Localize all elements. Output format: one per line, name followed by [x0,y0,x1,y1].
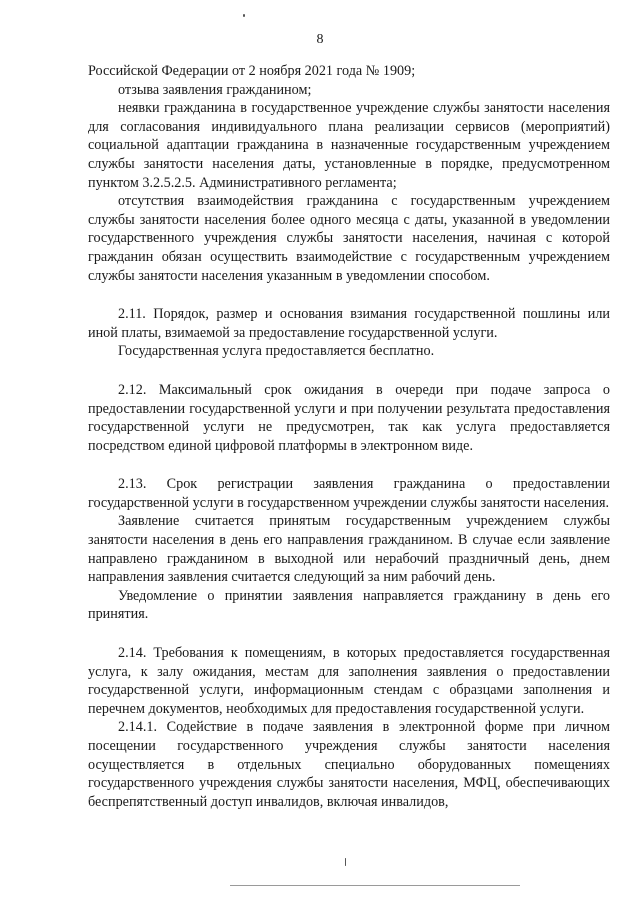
paragraph: неявки гражданина в государственное учреждение службы занятости населения для согласования индивидуального плана реализации сервисов (мероприятий) социальной адаптации гражданина в назначенные государственным учреждением службы занятости населения даты, установленные в порядке, предусмотренном пунктом 3.2.5.2.5. Административного регламента; [88,100,610,191]
paragraph: отсутствия взаимодействия гражданина с государственным учреждением службы занятости населения более одного месяца с даты, указанной в уведомлении государственного учреждения службы занятости населения, начиная с которой гражданин обязан осуществить взаимодействие с государственным учреждением службы занятости населения указанным в уведомлении способом. [88,193,610,284]
bottom-rule [230,885,520,886]
paragraph: Уведомление о принятии заявления направляется гражданину в день его принятия. [88,587,610,623]
document-body [88,62,610,811]
section-heading: 2.13. Срок регистрации заявления гражданина о предоставлении государственной услуги в государственном учреждении службы занятости населения. [88,476,610,511]
scan-speck [345,858,346,866]
paragraph: 2.14.1. Содействие в подаче заявления в электронной форме при личном посещении государственного учреждения службы занятости населения осуществляется в отдельных специально оборудованных помещениях государственного учреждения службы занятости населения, МФЦ, обеспечивающих беспрепятственный доступ инвалидов, включая инвалидов, [88,719,610,810]
section-heading: 2.11. Порядок, размер и основания взимания государственной пошлины или иной платы, взимаемой за предоставление государственной услуги. [88,306,610,341]
paragraph: отзыва заявления гражданином; [118,81,312,98]
page-number: 8 [316,32,324,47]
paragraph: Российской Федерации от 2 ноября 2021 года № 1909; [88,63,416,79]
scan-speck [243,14,245,17]
section-heading: 2.12. Максимальный срок ожидания в очереди при подаче запроса о предоставлении государственной услуги и при получении результата предоставления государственной услуги не предусмотрен, так как услуга предоставляется посредством единой цифровой платформы в электронном виде. [88,381,610,454]
paragraph: Заявление считается принятым государственным учреждением службы занятости населения в день его направления гражданином. В случае если заявление направлено гражданином в выходной или нерабочий праздничный день, днем направления заявления считается следующий за ним рабочий день. [88,513,610,586]
paragraph: Государственная услуга предоставляется бесплатно. [118,343,435,360]
section-heading: 2.14. Требования к помещениям, в которых предоставляется государственная услуга, к залу ожидания, местам для заполнения заявления о предоставлении государственной услуги, информационным стендам с образцами заполнения и перечнем документов, необходимых для предоставления государственной услуги. [88,645,610,717]
